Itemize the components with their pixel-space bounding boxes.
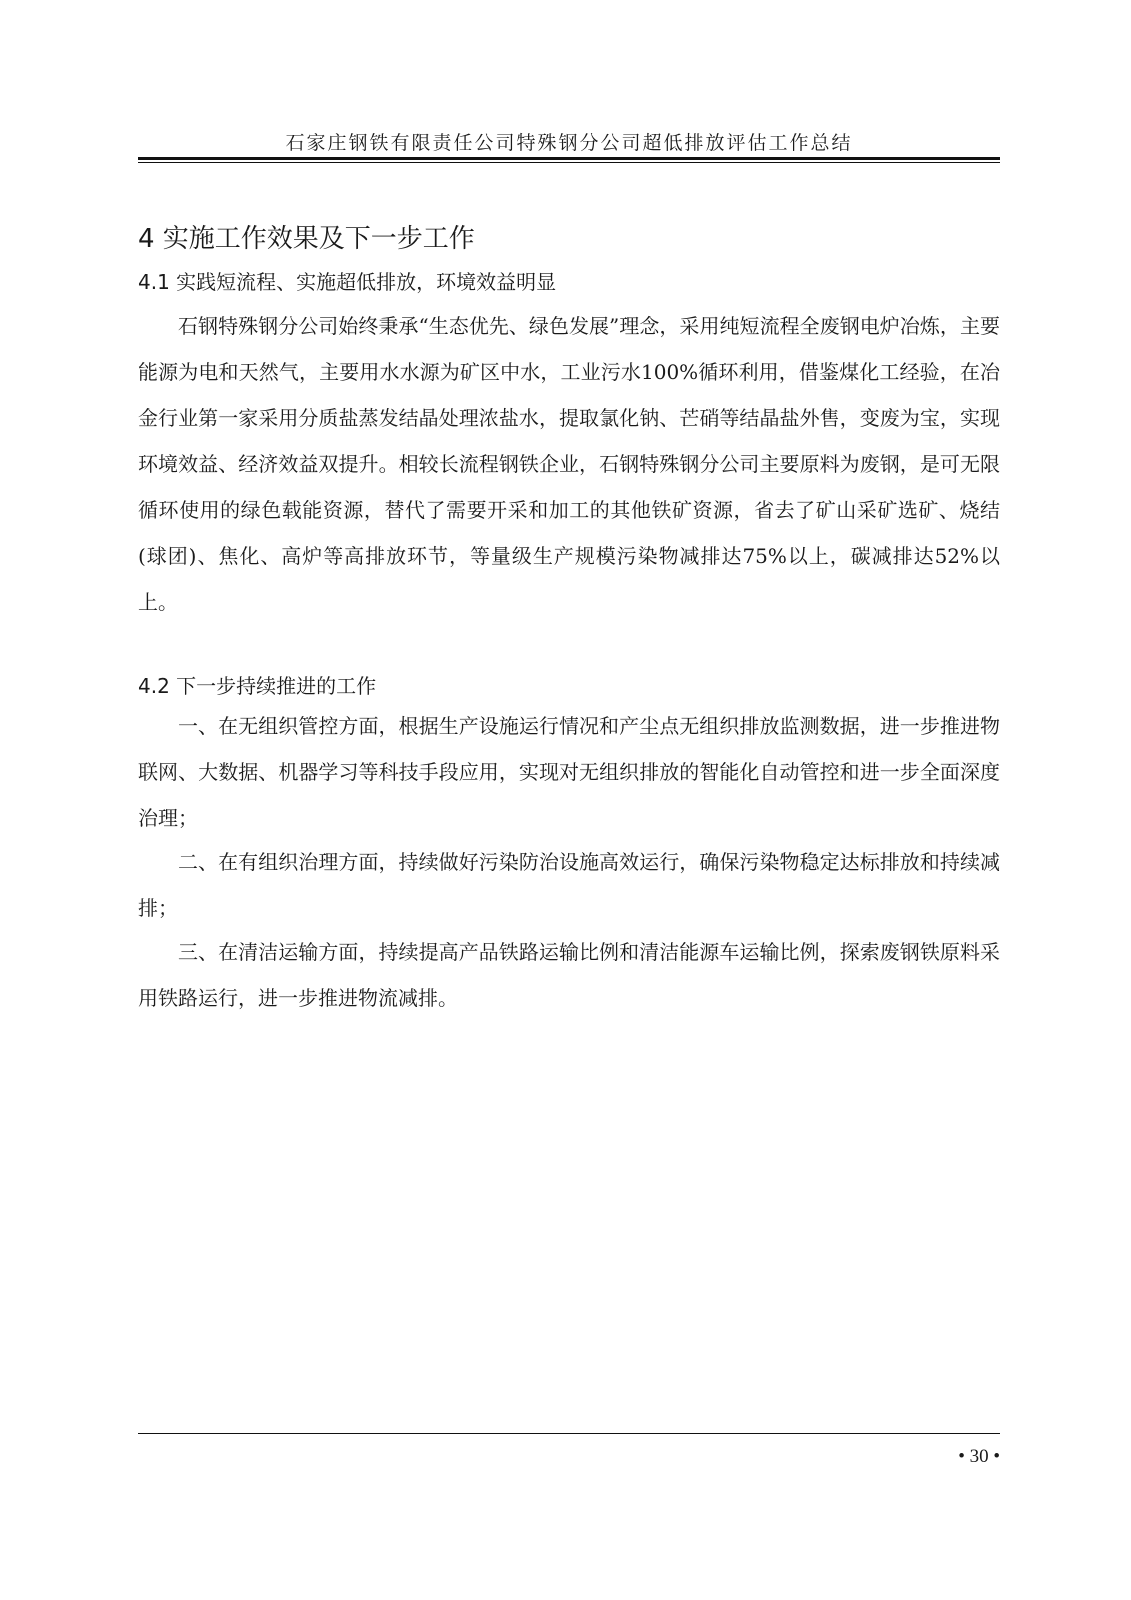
footer-rule [138,1433,1000,1434]
list-item: 二、在有组织治理方面，持续做好污染防治设施高效运行，确保污染物稳定达标排放和持续减排； [138,850,1000,920]
paragraph-4-1: 石钢特殊钢分公司始终秉承“生态优先、绿色发展”理念，采用纯短流程全废钢电炉冶炼，主要能源为电和天然气，主要用水水源为矿区中水，工业污水100%循环利用，借鉴煤化工经验，在冶金行业第一家采用分质盐蒸发结晶处理浓盐水，提取氯化钠、芒硝等结晶盐外售，变废为宝，实现环境效益、经济效益双提升。相较长流程钢铁企业，石钢特殊钢分公司主要原料为废钢，是可无限循环使用的绿色载能资源，替代了需要开采和加工的其他铁矿资源，省去了矿山采矿选矿、烧结(球团)、焦化、高炉等高排放环节，等量级生产规模污染物减排达75%以上，碳减排达52%以上。 [138,314,1000,614]
list-item: 一、在无组织管控方面，根据生产设施运行情况和产尘点无组织排放监测数据，进一步推进物联网、大数据、机器学习等科技手段应用，实现对无组织排放的智能化自动管控和进一步全面深度治理； [138,714,1000,830]
subsection-heading-4-1: 4.1 实践短流程、实施超低排放，环境效益明显 [138,270,557,294]
page-number: • 30 • [958,1446,1000,1467]
subsection-heading-4-2: 4.2 下一步持续推进的工作 [138,674,377,698]
header-rule [138,157,1000,163]
section-heading: 4 实施工作效果及下一步工作 [138,224,475,254]
list-item: 三、在清洁运输方面，持续提高产品铁路运输比例和清洁能源车运输比例，探索废钢铁原料采用铁路运行，进一步推进物流减排。 [138,940,1000,1010]
page-header-title: 石家庄钢铁有限责任公司特殊钢分公司超低排放评估工作总结 [285,132,853,154]
